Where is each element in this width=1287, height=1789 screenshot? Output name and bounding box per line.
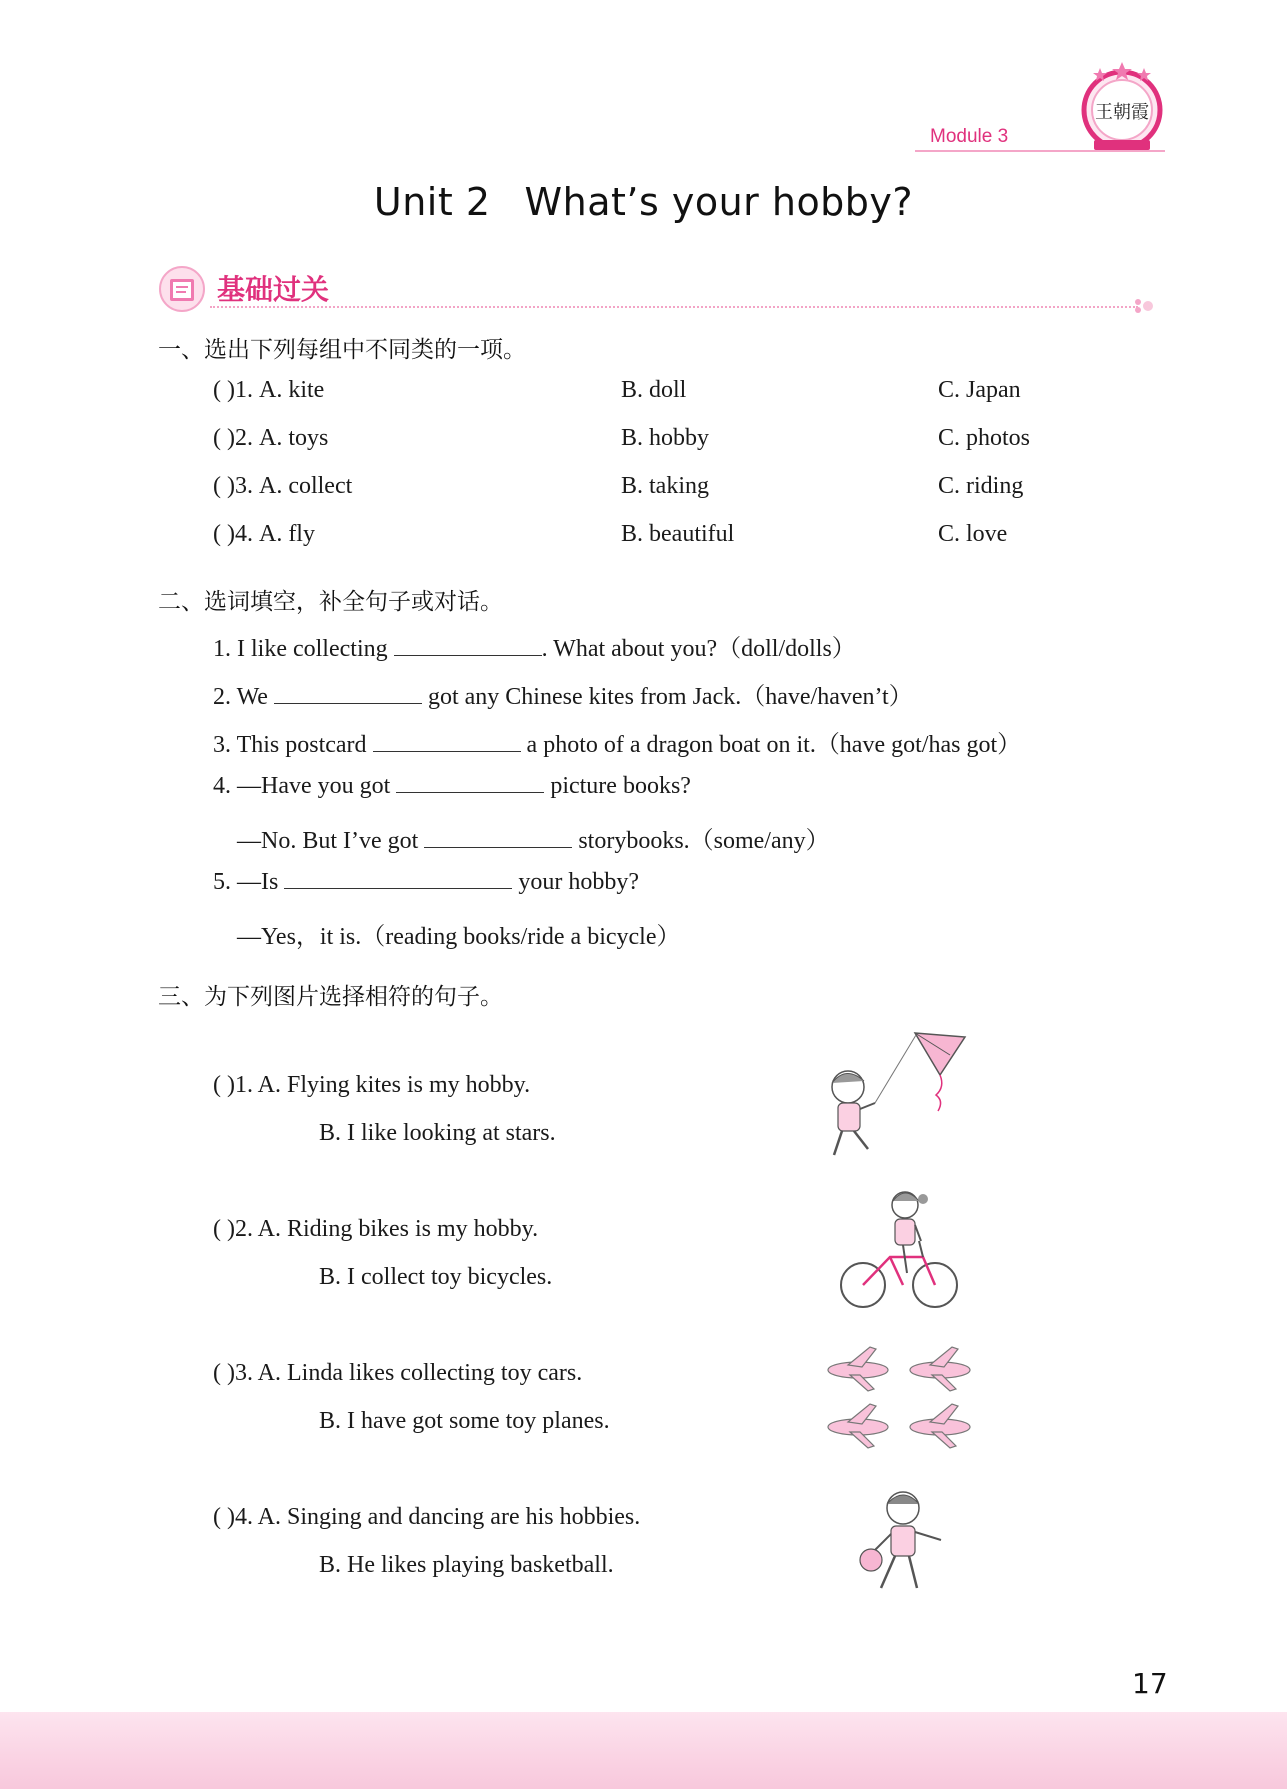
brand-logo: [1072, 58, 1172, 158]
page-title: [0, 180, 1287, 224]
part2-item-1: 1. I like collecting . What about you?（doll/dolls）: [213, 636, 856, 662]
unit-topic: What’s your hobby?: [524, 180, 914, 224]
answer-blank[interactable]: [274, 683, 422, 704]
answer-blank[interactable]: [424, 827, 572, 848]
divider-dots-icon: [1132, 296, 1160, 321]
section-title: 基础过关: [217, 273, 330, 306]
part3-item-3-a: ( )3. A. Linda likes collecting toy cars.: [213, 1360, 583, 1386]
part1-item-4-c: C. love: [938, 521, 1008, 547]
part2-item-4: 4. —Have you got picture books?: [213, 773, 691, 799]
answer-blank[interactable]: [394, 635, 542, 656]
part2-heading: 二、选词填空，补全句子或对话。: [158, 589, 503, 615]
part3-item-4-b: B. He likes playing basketball.: [319, 1552, 614, 1578]
part2-item-3: 3. This postcard a photo of a dragon boat on it.（have got/has got）: [213, 732, 1022, 758]
part1-item-3-b: B. taking: [621, 473, 709, 499]
part2-item-5-reply: —Yes，it is.（reading books/ride a bicycle）: [237, 924, 681, 950]
svg-text:王朝霞: 王朝霞: [1095, 102, 1149, 123]
part3-item-2-b: B. I collect toy bicycles.: [319, 1264, 553, 1290]
part1-item-1-b: B. doll: [621, 377, 687, 403]
part1-item-4: ( )4. A. fly: [213, 521, 315, 547]
part3-item-1-b: B. I like looking at stars.: [319, 1120, 556, 1146]
part1-item-2: ( )2. A. toys: [213, 425, 329, 451]
boy-playing-basketball-illustration: [845, 1488, 955, 1608]
module-underline: [915, 150, 1165, 152]
page-footer-band: [0, 1712, 1287, 1789]
part1-item-2-b: B. hobby: [621, 425, 710, 451]
section-divider: [210, 306, 1138, 308]
part3-item-4-a: ( )4. A. Singing and dancing are his hobbies.: [213, 1504, 641, 1530]
part1-heading: 一、选出下列每组中不同类的一项。: [158, 337, 526, 363]
page-number: 17: [1132, 1667, 1168, 1700]
toy-planes-illustration: [820, 1345, 980, 1465]
part2-item-2: 2. We got any Chinese kites from Jack.（have/haven’t）: [213, 684, 913, 710]
part1-item-1: ( )1. A. kite: [213, 377, 325, 403]
part3-item-3-b: B. I have got some toy planes.: [319, 1408, 610, 1434]
part1-item-2-c: C. photos: [938, 425, 1031, 451]
part1-item-3-c: C. riding: [938, 473, 1024, 499]
part1-item-1-c: C. Japan: [938, 377, 1021, 403]
book-icon: [158, 265, 206, 313]
part3-item-1-a: ( )1. A. Flying kites is my hobby.: [213, 1072, 531, 1098]
answer-blank[interactable]: [284, 868, 512, 889]
part3-item-2-a: ( )2. A. Riding bikes is my hobby.: [213, 1216, 539, 1242]
module-tag: Module 3: [930, 126, 1009, 147]
part1-item-4-b: B. beautiful: [621, 521, 735, 547]
part1-item-3: ( )3. A. collect: [213, 473, 353, 499]
kite-flying-boy-illustration: [820, 1025, 970, 1170]
unit-label: Unit 2: [373, 180, 491, 224]
answer-blank[interactable]: [396, 772, 544, 793]
answer-blank[interactable]: [373, 731, 521, 752]
part2-item-4-reply: —No. But I’ve got storybooks.（some/any）: [237, 828, 830, 854]
part2-item-5: 5. —Is your hobby?: [213, 869, 639, 895]
girl-riding-bicycle-illustration: [835, 1185, 965, 1320]
part3-heading: 三、为下列图片选择相符的句子。: [158, 984, 503, 1010]
